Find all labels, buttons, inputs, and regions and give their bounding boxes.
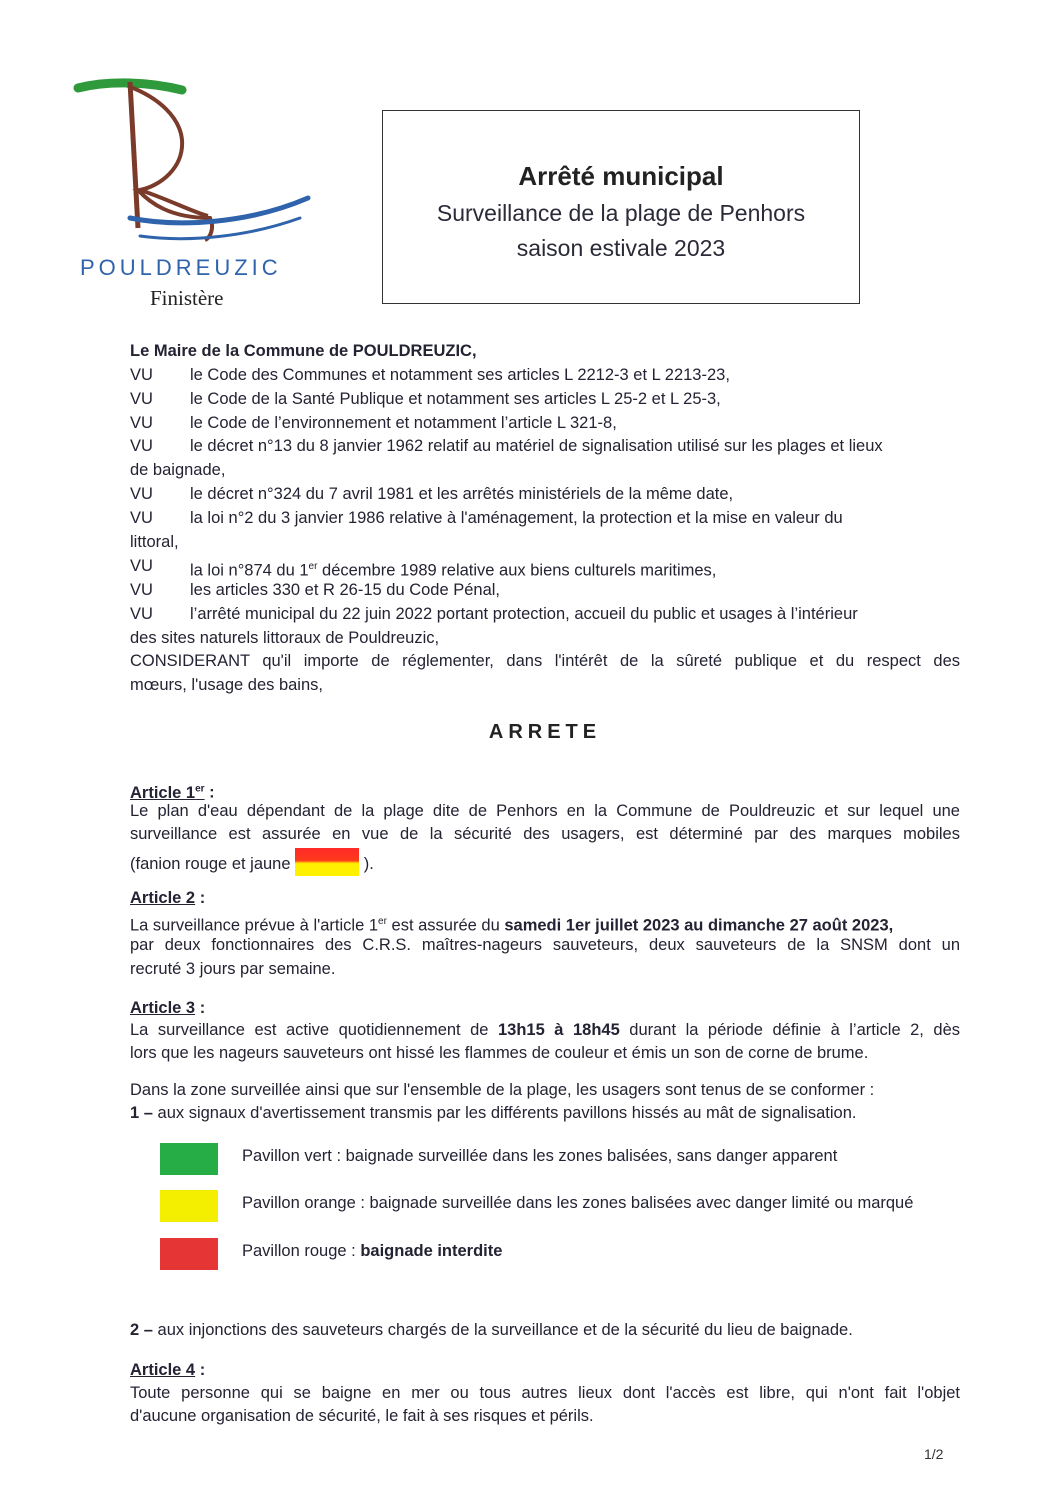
arrete-heading: ARRETE (488, 721, 602, 743)
title-box (382, 110, 860, 304)
vu-label: VU (130, 509, 153, 527)
article-1-text: (fanion rouge et jaune ). (130, 848, 374, 877)
article-4-text: Toute personne qui se baigne en mer ou tous autres lieux dont l'accès est libre, qui n'ont fait l'objet (130, 1384, 960, 1402)
article-3-injunctions: 2 – aux injonctions des sauveteurs chargés de la surveillance et de la sécurité du lieu de baignade. (130, 1321, 853, 1339)
article-4-title: Article 4 : (130, 1361, 206, 1379)
vu-label: VU (130, 437, 153, 455)
article-2-text: recruté 3 jours par semaine. (130, 960, 336, 978)
document-title: Arrêté municipal (518, 161, 724, 191)
pouldreuzic-logo (70, 78, 320, 253)
logo-region: Finistère (150, 286, 224, 310)
vu-label: VU (130, 366, 153, 384)
orange-flag-icon (160, 1190, 218, 1222)
article-1-title: Article 1er : (130, 783, 215, 802)
vu-label: VU (130, 414, 153, 432)
vu-item-continued: littoral, (130, 533, 179, 551)
article-2-text: par deux fonctionnaires des C.R.S. maîtres-nageurs sauveteurs, deux sauveteurs de la SNSM dont un (130, 936, 960, 954)
article-1-text: Le plan d'eau dépendant de la plage dite de Penhors en la Commune de Pouldreuzic et sur lequel une (130, 802, 960, 820)
article-3-title: Article 3 : (130, 999, 206, 1017)
vu-label: VU (130, 557, 153, 575)
vu-item-continued: de baignade, (130, 461, 226, 479)
vu-item-continued: des sites naturels littoraux de Pouldreuzic, (130, 629, 440, 647)
vu-label: VU (130, 581, 153, 599)
vu-item: les articles 330 et R 26-15 du Code Pénal, (190, 581, 501, 599)
article-1-text: surveillance est assurée en vue de la sécurité des usagers, est déterminé par des marques mobiles (130, 825, 960, 843)
green-flag-label: Pavillon vert : baignade surveillée dans les zones balisées, sans danger apparent (242, 1147, 838, 1165)
vu-label: VU (130, 485, 153, 503)
green-flag-icon (160, 1143, 218, 1175)
vu-item: le décret n°324 du 7 avril 1981 et les arrêtés ministériels de la même date, (190, 485, 734, 503)
page-number: 1/2 (924, 1446, 944, 1462)
article-3-signals: 1 – aux signaux d'avertissement transmis par les différents pavillons hissés au mât de signalisation. (130, 1104, 857, 1122)
vu-item: la loi n°874 du 1er décembre 1989 relative aux biens culturels maritimes, (190, 561, 717, 580)
vu-item: l’arrêté municipal du 22 juin 2022 portant protection, accueil du public et usages à l’intérieur (190, 605, 858, 623)
red-flag-label: Pavillon rouge : baignade interdite (242, 1242, 503, 1260)
vu-item: la loi n°2 du 3 janvier 1986 relative à l'aménagement, la protection et la mise en valeur du (190, 509, 843, 527)
orange-flag-label: Pavillon orange : baignade surveillée dans les zones balisées avec danger limité ou marqué (242, 1194, 914, 1212)
vu-label: VU (130, 390, 153, 408)
considerant-continued: mœurs, l'usage des bains, (130, 676, 323, 694)
article-2-text: La surveillance prévue à l'article 1er est assurée du samedi 1er juillet 2023 au dimanche 27 août 2023, (130, 916, 894, 935)
article-4-text: d'aucune organisation de sécurité, le fait à ses risques et périls. (130, 1407, 594, 1425)
considerant: CONSIDERANT qu'il importe de réglementer, dans l'intérêt de la sûreté publique et du respect des (130, 652, 960, 670)
red-flag-icon (160, 1238, 218, 1270)
vu-item: le décret n°13 du 8 janvier 1962 relatif au matériel de signalisation utilisé sur les plages et lieux (190, 437, 883, 455)
logo-name: POULDREUZIC (80, 255, 282, 280)
article-3-text: La surveillance est active quotidiennement de 13h15 à 18h45 durant la période définie à l’article 2, dès (130, 1021, 960, 1039)
vu-item: le Code de l’environnement et notamment l’article L 321-8, (190, 414, 617, 432)
document-subtitle: Surveillance de la plage de Penhors (436, 200, 806, 226)
article-2-title: Article 2 : (130, 889, 206, 907)
document-season: saison estivale 2023 (516, 235, 726, 261)
red-yellow-flag-icon (295, 848, 359, 876)
vu-item: le Code de la Santé Publique et notamment ses articles L 25-2 et L 25-3, (190, 390, 721, 408)
article-3-text: lors que les nageurs sauveteurs ont hissé les flammes de couleur et émis un son de corne de brume. (130, 1044, 869, 1062)
vu-label: VU (130, 605, 153, 623)
article-3-text: Dans la zone surveillée ainsi que sur l'ensemble de la plage, les usagers sont tenus de se conformer : (130, 1081, 875, 1099)
preamble-intro: Le Maire de la Commune de POULDREUZIC, (130, 342, 477, 360)
vu-item: le Code des Communes et notamment ses articles L 2212-3 et L 2213-23, (190, 366, 730, 384)
